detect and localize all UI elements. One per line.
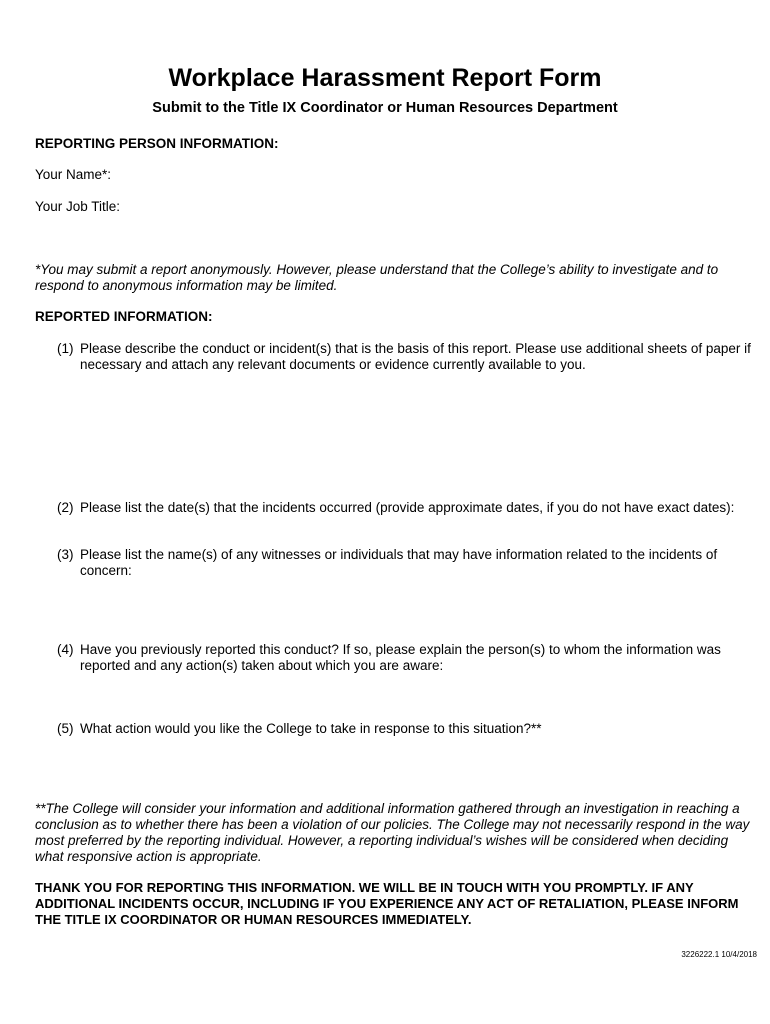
job-title-field-label: Your Job Title: xyxy=(35,199,121,214)
question-5 xyxy=(57,721,757,737)
question-number: (2) xyxy=(57,500,74,515)
form-subtitle: Submit to the Title IX Coordinator or Human Resources Department xyxy=(152,100,618,116)
reporting-person-heading: REPORTING PERSON INFORMATION: xyxy=(35,136,279,151)
question-text: Please list the date(s) that the incidents occurred (provide approximate dates, if you do not have exact dates): xyxy=(80,500,735,515)
closing-statement: THANK YOU FOR REPORTING THIS INFORMATION. WE WILL BE IN TOUCH WITH YOU PROMPTLY. IF ANY ADDITIONAL INCIDENTS OCCUR, INCLUDING IF YOU EXPERIENCE ANY ACT OF RETALIATION, PLEASE INFORM THE TITLE IX COORDINATOR OR HUMAN RESOURCES IMMEDIATELY. xyxy=(35,880,739,927)
question-text: Please describe the conduct or incident(s) that is the basis of this report. Please use additional sheets of paper if necessary and attach any relevant documents or evidence currently available to you. xyxy=(80,341,751,372)
question-2 xyxy=(57,500,757,516)
name-field-label: Your Name*: xyxy=(35,167,112,182)
question-text: Have you previously reported this conduct? If so, please explain the person(s) to whom the information was reported and any action(s) taken about which you are aware: xyxy=(80,642,721,673)
question-4 xyxy=(57,642,757,674)
question-number: (5) xyxy=(57,721,74,736)
college-note: **The College will consider your information and additional information gathered through an investigation in reaching a conclusion as to whether there has been a violation of our policies. The College may not necessarily respond in the way most preferred by the reporting individual. However, a reporting individual’s wishes will be considered when deciding what responsive action is appropriate. xyxy=(35,801,750,864)
question-3 xyxy=(57,547,757,579)
question-number: (3) xyxy=(57,547,74,562)
question-number: (4) xyxy=(57,642,74,657)
question-1 xyxy=(57,341,757,373)
question-text: Please list the name(s) of any witnesses or individuals that may have information related to the incidents of concern: xyxy=(80,547,718,578)
question-text: What action would you like the College to take in response to this situation?** xyxy=(80,721,542,736)
anonymous-note: *You may submit a report anonymously. However, please understand that the College’s ability to investigate and to respond to anonymous information may be limited. xyxy=(35,262,719,293)
question-number: (1) xyxy=(57,341,74,356)
reported-information-heading: REPORTED INFORMATION: xyxy=(35,309,213,324)
form-title: Workplace Harassment Report Form xyxy=(168,64,602,92)
document-code: 3226222.1 10/4/2018 xyxy=(681,950,757,959)
